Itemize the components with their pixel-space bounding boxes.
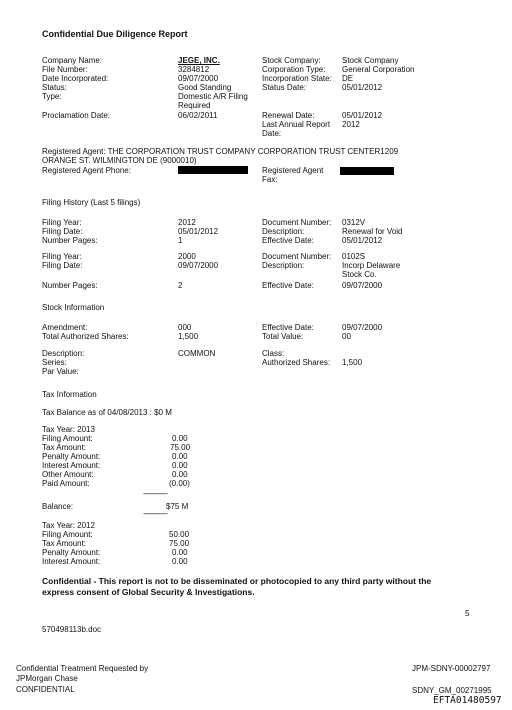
description-label: Description: (262, 227, 305, 236)
type-label: Type: (42, 92, 62, 101)
tax-year-2013: Tax Year: 2013 (42, 425, 95, 434)
redaction-bar (340, 167, 394, 175)
status-date-label: Status Date: (262, 83, 307, 92)
company-name: JEGE, INC. (178, 56, 220, 65)
stock-effective-date-label: Effective Date: (262, 323, 314, 332)
tax-amount-label: Tax Amount: (42, 443, 87, 452)
interest-amount-label: Interest Amount: (42, 557, 101, 566)
paid-amount: (0.00) (169, 479, 190, 488)
number-pages-label: Number Pages: (42, 281, 98, 290)
footer-confidential-treatment: Confidential Treatment Requested by (16, 664, 149, 673)
incorporation-state: DE (342, 74, 354, 83)
effective-date-label: Effective Date: (262, 236, 314, 245)
par-value-label: Par Value: (42, 367, 79, 376)
company-name-label: Company Name: (42, 56, 103, 65)
document-number-label: Document Number: (262, 218, 332, 227)
effective-date: 05/01/2012 (342, 236, 383, 245)
filing-amount-label: Filing Amount: (42, 434, 93, 443)
description-line1: Incorp Delaware (342, 261, 401, 270)
description-label: Description: (262, 261, 305, 270)
authorized-shares: 1,500 (342, 358, 363, 367)
document-number: 0312V (342, 218, 366, 227)
report-title: Confidential Due Diligence Report (42, 29, 188, 39)
incorporation-state-label: Incorporation State: (262, 74, 332, 83)
number-pages-label: Number Pages: (42, 236, 98, 245)
filing-amount-label: Filing Amount: (42, 530, 93, 539)
renewal-date: 05/01/2012 (342, 111, 383, 120)
last-annual-report-label-2: Date: (262, 129, 282, 138)
status-date: 05/01/2012 (342, 83, 383, 92)
document-number: 0102S (342, 252, 366, 261)
registered-agent-label: Registered Agent (262, 166, 324, 175)
status: Good Standing (178, 83, 232, 92)
last-annual-report-label: Last Annual Report (262, 120, 331, 129)
number-pages: 2 (178, 281, 183, 290)
penalty-amount: 0.00 (172, 452, 188, 461)
proclamation-date-label: Proclamation Date: (42, 111, 111, 120)
type-line2: Required (178, 101, 211, 110)
stock-company: Stock Company (342, 56, 399, 65)
filing-year: 2000 (178, 252, 196, 261)
redaction-bar (178, 166, 248, 174)
stock-effective-date: 09/07/2000 (342, 323, 383, 332)
tax-amount-label: Tax Amount: (42, 539, 87, 548)
registered-agent-line1: Registered Agent: THE CORPORATION TRUST COMPANY CORPORATION TRUST CENTER1209 (42, 147, 399, 156)
tax-amount: 75.00 (170, 443, 191, 452)
footer-company: JPMorgan Chase (16, 674, 78, 683)
confidential-notice-line1: Confidential - This report is not to be disseminated or photocopied to any third party without the (42, 576, 432, 586)
footer-bates-sdny: SDNY_GM_00271995 (412, 686, 492, 695)
filing-history-heading: Filing History (Last 5 filings) (42, 198, 141, 207)
efta-stamp: EFTA01480597 (433, 695, 502, 706)
amendment-label: Amendment: (42, 323, 88, 332)
confidential-notice-line2: express consent of Global Security & Investigations. (42, 587, 255, 597)
status-label: Status: (42, 83, 67, 92)
date-incorporated: 09/07/2000 (178, 74, 219, 83)
filing-amount: 0.00 (172, 434, 188, 443)
amendment: 000 (178, 323, 192, 332)
authorized-shares-label: Authorized Shares: (262, 358, 331, 367)
interest-amount: 0.00 (172, 557, 188, 566)
file-number-label: File Number: (42, 65, 88, 74)
effective-date: 09/07/2000 (342, 281, 383, 290)
tax-amount: 75.00 (169, 539, 190, 548)
effective-date-label: Effective Date: (262, 281, 314, 290)
paid-amount-label: Paid Amount: (42, 479, 90, 488)
balance-label: Balance: (42, 502, 74, 511)
total-authorized-shares-label: Total Authorized Shares: (42, 332, 129, 341)
document-filename: 570498113b.doc (42, 625, 102, 634)
total-value: 00 (342, 332, 351, 341)
description-line2: Stock Co. (342, 270, 377, 279)
stock-company-label: Stock Company: (262, 56, 321, 65)
type-line1: Domestic A/R Filing (178, 92, 248, 101)
page-number: 5 (465, 609, 470, 618)
other-amount-label: Other Amount: (42, 470, 94, 479)
filing-year-label: Filing Year: (42, 218, 82, 227)
series-label: Series: (42, 358, 67, 367)
tax-year-2012: Tax Year: 2012 (42, 521, 95, 530)
stock-description: COMMON (178, 349, 216, 358)
penalty-amount-label: Penalty Amount: (42, 452, 101, 461)
number-pages: 1 (178, 236, 183, 245)
stock-information-heading: Stock Information (42, 303, 105, 312)
description: Renewal for Void (342, 227, 403, 236)
penalty-amount: 0.00 (172, 548, 188, 557)
filing-date-label: Filing Date: (42, 227, 83, 236)
total-value-label: Total Value: (262, 332, 304, 341)
document-number-label: Document Number: (262, 252, 332, 261)
balance: $75 M (166, 502, 189, 511)
tax-information-heading: Tax Information (42, 390, 97, 399)
renewal-date-label: Renewal Date: (262, 111, 315, 120)
registered-agent-line2: ORANGE ST. WILMINGTON DE (9000010) (42, 156, 197, 165)
filing-year-label: Filing Year: (42, 252, 82, 261)
class-label: Class: (262, 349, 285, 358)
filing-year: 2012 (178, 218, 196, 227)
filing-date: 05/01/2012 (178, 227, 219, 236)
interest-amount-label: Interest Amount: (42, 461, 101, 470)
filing-date: 09/07/2000 (178, 261, 219, 270)
last-annual-report: 2012 (342, 120, 360, 129)
proclamation-date: 06/02/2011 (178, 111, 218, 120)
date-incorporated-label: Date Incorporated: (42, 74, 109, 83)
registered-agent-phone-label: Registered Agent Phone: (42, 166, 131, 175)
divider-line: ------------------ (143, 511, 167, 518)
total-authorized-shares: 1,500 (178, 332, 199, 341)
footer-confidential: CONFIDENTIAL (16, 685, 75, 694)
interest-amount: 0.00 (172, 461, 188, 470)
tax-balance-as-of: Tax Balance as of 04/08/2013 : $0 M (42, 408, 172, 417)
penalty-amount-label: Penalty Amount: (42, 548, 101, 557)
fax-label: Fax: (262, 175, 278, 184)
filing-date-label: Filing Date: (42, 261, 83, 270)
footer-bates-jpm: JPM-SDNY-00002797 (412, 664, 491, 673)
corporation-type-label: Corporation Type: (262, 65, 326, 74)
divider-line: ------------------ (143, 491, 167, 498)
stock-description-label: Description: (42, 349, 85, 358)
corporation-type: General Corporation (342, 65, 415, 74)
filing-amount: 50.00 (169, 530, 190, 539)
other-amount: 0.00 (172, 470, 188, 479)
file-number: 3284812 (178, 65, 210, 74)
